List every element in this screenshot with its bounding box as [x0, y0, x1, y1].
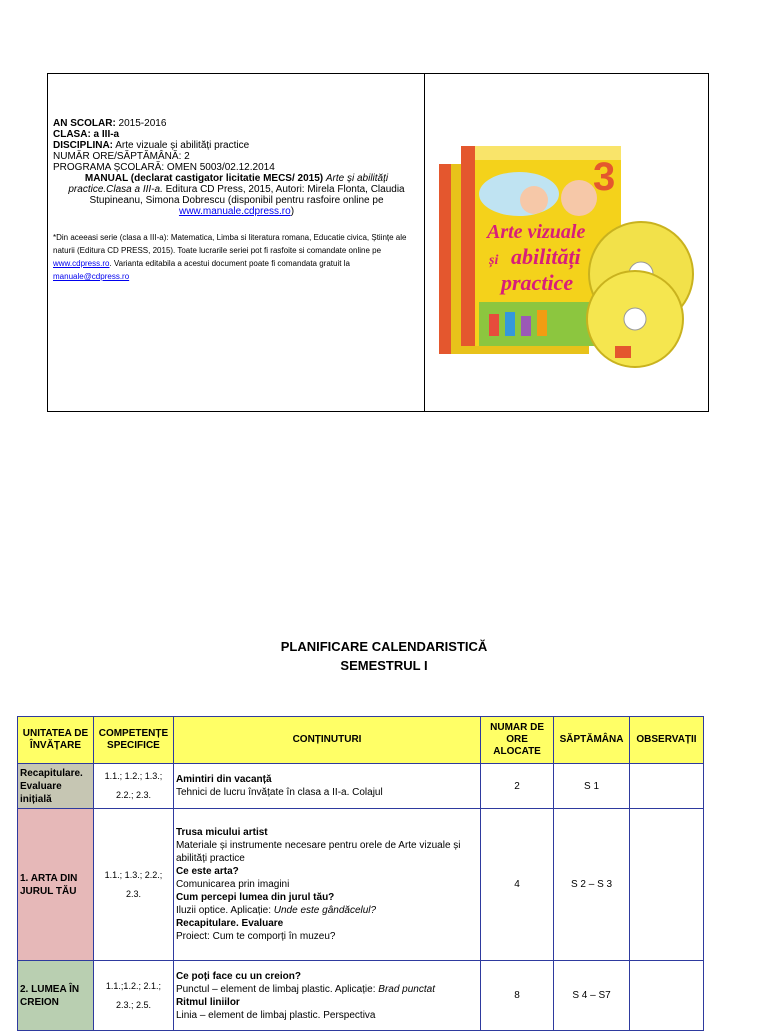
observations-cell: [630, 809, 704, 961]
week-cell: S 4 – S7: [554, 961, 630, 1031]
header-competences: COMPETENȚE SPECIFICE: [93, 717, 173, 764]
table-row: [18, 809, 704, 961]
discipline: DISCIPLINA: Arte vizuale și abilități practice: [53, 140, 250, 151]
book-cover-image: [429, 124, 709, 384]
email-link[interactable]: manuale@cdpress.ro: [53, 272, 130, 281]
contents-cell: Amintiri din vacanță Tehnici de lucru învățate în clasa a II-a. Colajul: [173, 764, 480, 809]
cdpress-link[interactable]: www.cdpress.ro: [53, 259, 110, 268]
week-cell: S 2 – S 3: [554, 809, 630, 961]
observations-cell: [630, 961, 704, 1031]
plan-title: PLANIFICARE CALENDARISTICĂ: [280, 639, 488, 654]
unit-cell: Recapitulare. Evaluare inițială: [18, 764, 94, 809]
competences-cell: 1.1.;1.2.; 2.1.; 2.3.; 2.5.: [93, 961, 173, 1031]
week-cell: S 1: [554, 764, 630, 809]
contents-cell: Trusa micului artist Materiale și instrumente necesare pentru orele de Arte vizuale și abilități practice Ce este arta? Comunicarea prin imagini Cum percepi lumea din jurul tău? Iluzii optice. Aplicație: Unde este gândăcelul? Recapitulare. Evaluare Proiect: Cum te comporți în muzeu?: [173, 809, 480, 961]
header-week: SĂPTĂMÂNA: [554, 717, 630, 764]
series-note: *Din aceeasi serie (clasa a III-a): Matematica, Limba si literatura romana, Educatie civica, Științe ale naturii (Editura CD PRESS, 2015). Toate lucrarile seriei pot fi rasfoite si comandate online pe www.cdpress.ro. Varianta editabila a acestui document poate fi comandata gratuit la manuale@cdpress.ro: [53, 233, 407, 281]
header-contents: CONȚINUTURI: [173, 717, 480, 764]
book-cover-panel: [425, 74, 708, 411]
hours-cell: 2: [481, 764, 554, 809]
manual-info: MANUAL (declarat castigator licitatie MECS/ 2015) Arte și abilități practice.Clasa a III-a. Editura CD Press, 2015, Autori: Mirela Flonta, Claudia Stupineanu, Simona Dobrescu (disponibil pentru rasfoire online pe www.manuale.cdpress.ro): [68, 173, 405, 217]
book-title-line1: Arte vizuale: [487, 221, 586, 243]
observations-cell: [630, 764, 704, 809]
class-label: CLASA: a III-a: [53, 129, 120, 140]
curriculum: PROGRAMA ȘCOLARĂ: OMEN 5003/02.12.2014: [53, 162, 275, 173]
book-title-line4: practice: [501, 270, 574, 295]
header-observations: OBSERVAȚII: [630, 717, 704, 764]
competences-cell: 1.1.; 1.2.; 1.3.; 2.2.; 2.3.: [93, 764, 173, 809]
book-title-line2: și: [489, 253, 499, 268]
manual-link[interactable]: www.manuale.cdpress.ro: [178, 206, 291, 217]
header-hours: NUMAR DE ORE ALOCATE: [481, 717, 554, 764]
unit-cell: 2. LUMEA ÎN CREION: [18, 961, 94, 1031]
semester-title: SEMESTRUL I: [340, 658, 428, 673]
info-box: [47, 73, 709, 412]
book-title-line3: abilități: [511, 244, 581, 269]
planning-table: [17, 716, 704, 1031]
table-header-row: [18, 717, 704, 764]
hours-cell: 8: [481, 961, 554, 1031]
contents-cell: Ce poți face cu un creion? Punctul – element de limbaj plastic. Aplicație: Brad punctat Ritmul liniilor Linia – element de limbaj plastic. Perspectiva: [173, 961, 480, 1031]
unit-cell: 1. ARTA DIN JURUL TĂU: [18, 809, 94, 961]
competences-cell: 1.1.; 1.3.; 2.2.; 2.3.: [93, 809, 173, 961]
course-info: [48, 74, 425, 411]
table-row: [18, 961, 704, 1031]
hours-per-week: NUMĂR ORE/SĂPTĂMÂNĂ: 2: [53, 151, 190, 162]
table-row: [18, 764, 704, 809]
hours-cell: 4: [481, 809, 554, 961]
header-unit: UNITATEA DE ÎNVĂȚARE: [18, 717, 94, 764]
school-year: AN SCOLAR: 2015-2016: [53, 118, 167, 129]
book-number: 3: [593, 155, 616, 199]
